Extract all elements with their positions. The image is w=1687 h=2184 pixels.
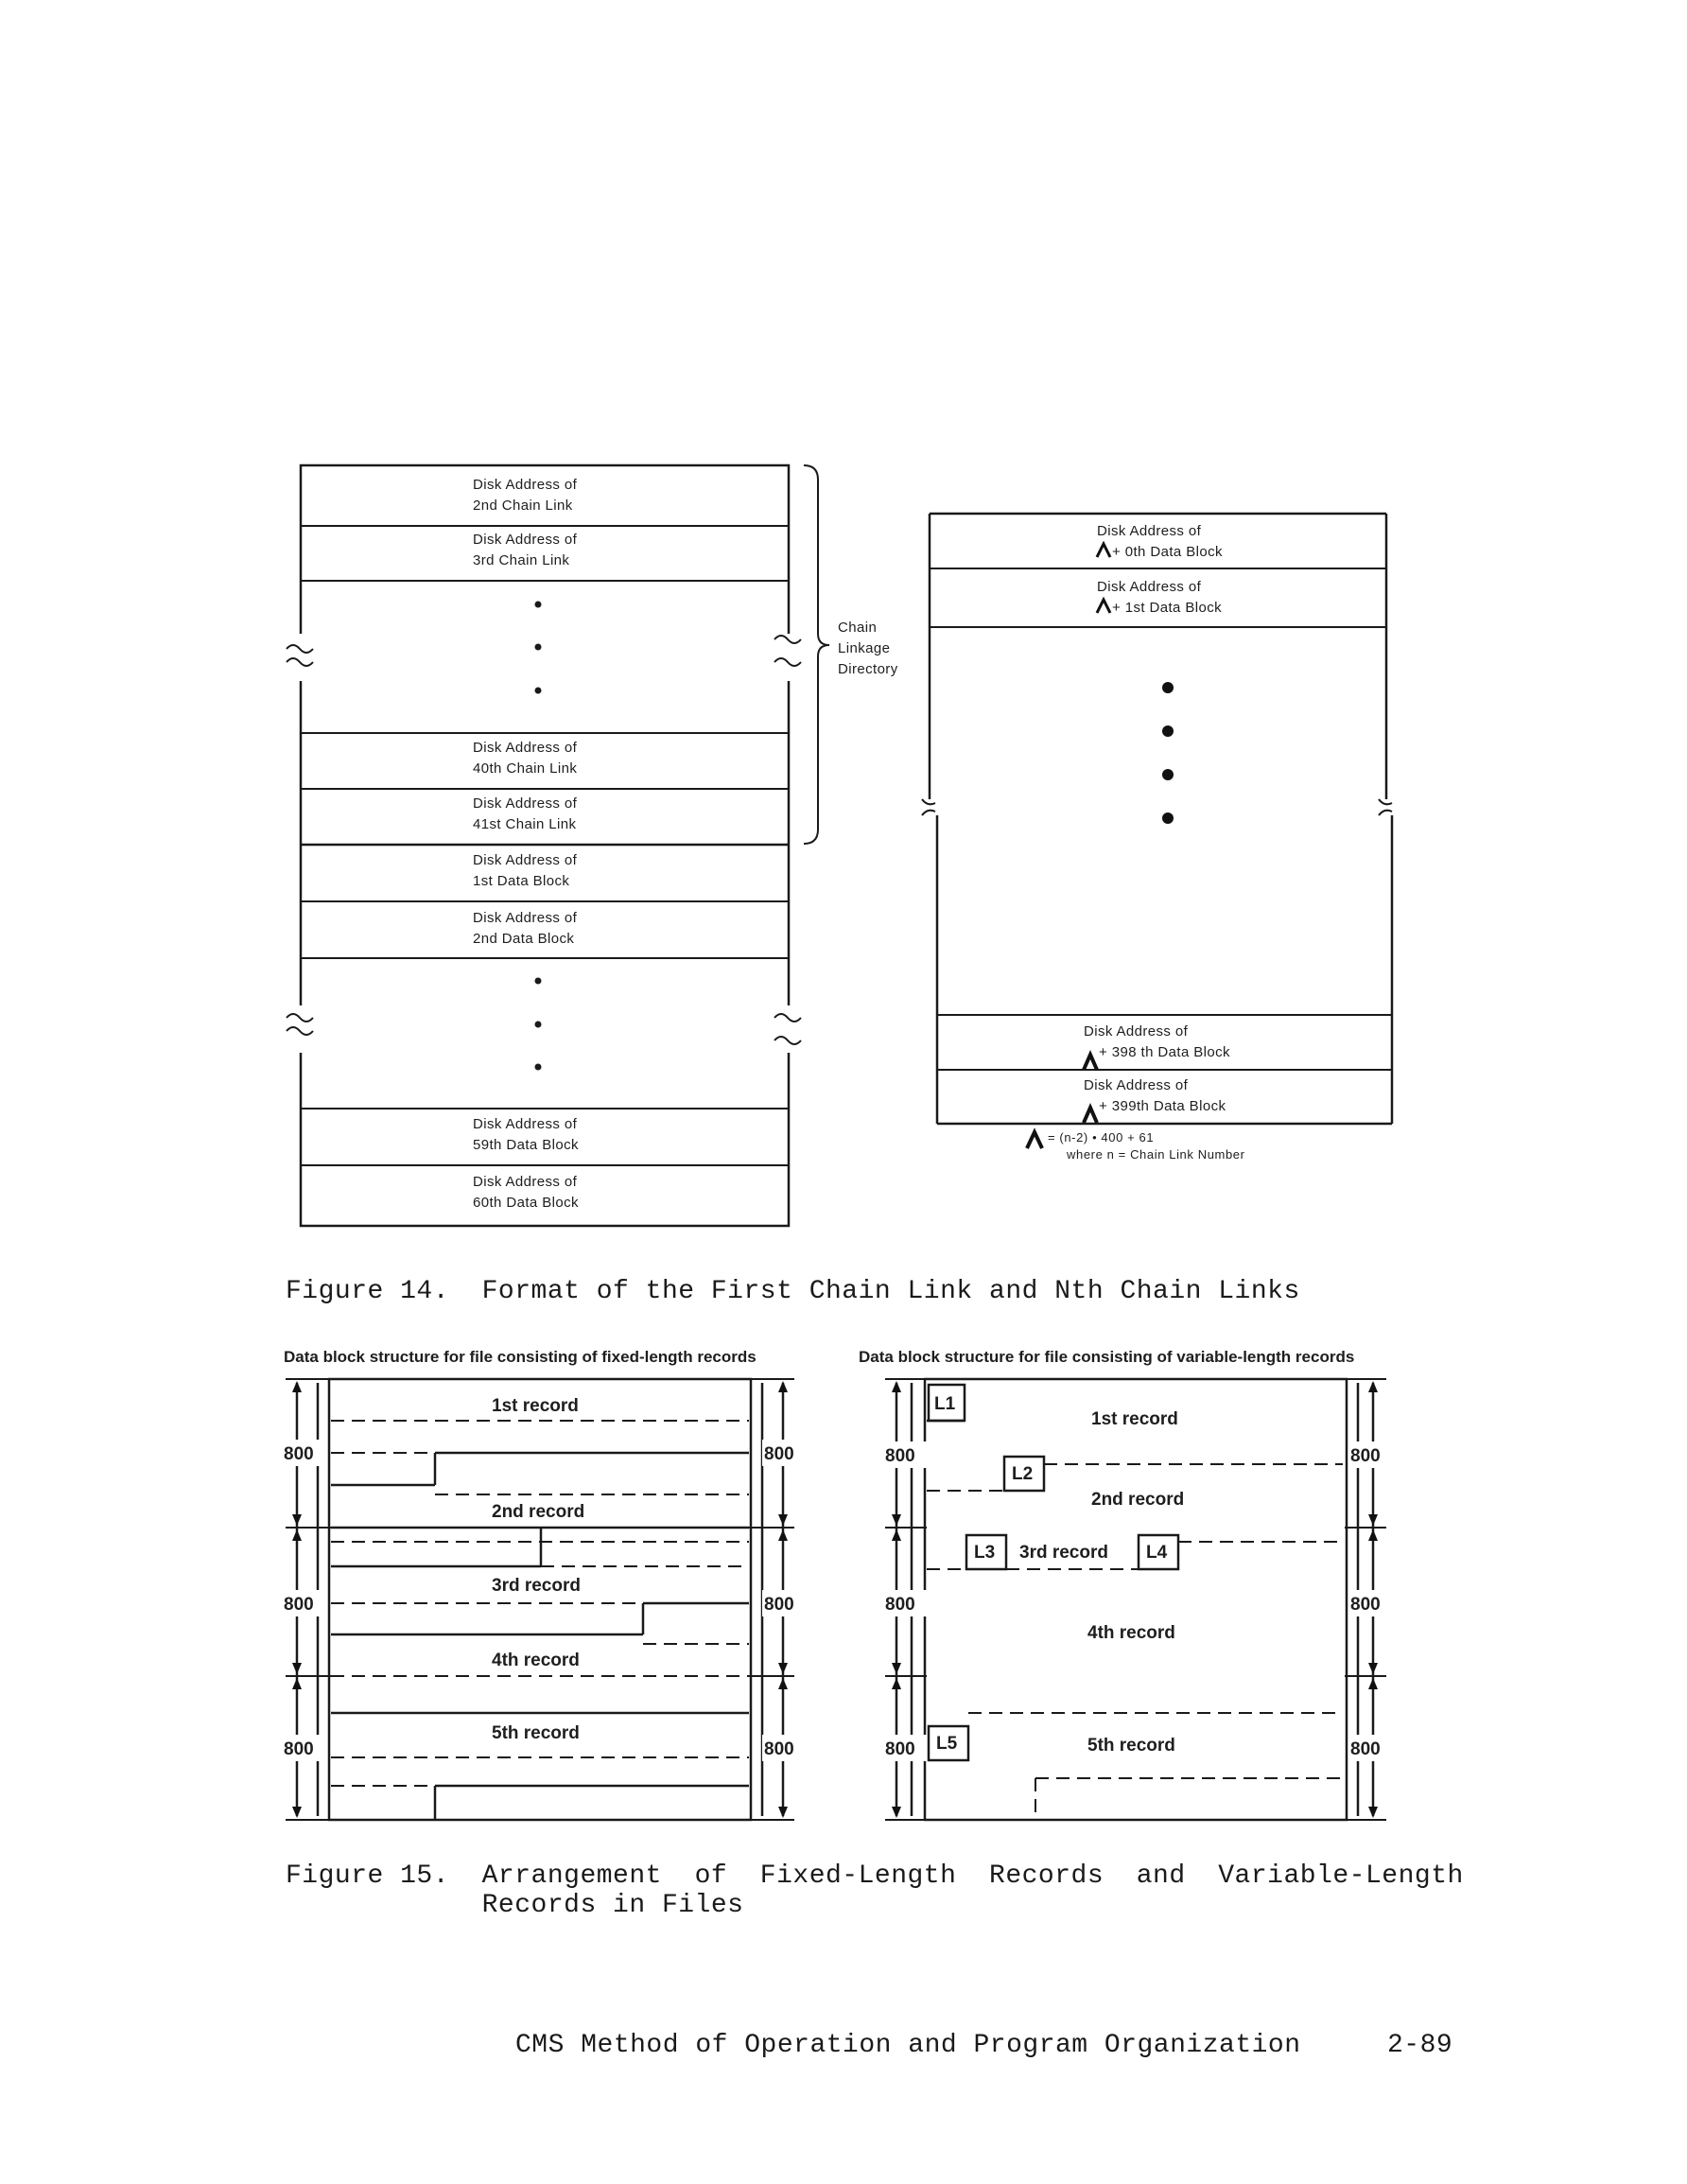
block-size-label: 800 xyxy=(764,1595,794,1615)
lambda-symbol xyxy=(1097,544,1110,557)
lambda-symbol xyxy=(1084,1108,1097,1123)
cell-label: 3rd Chain Link xyxy=(473,552,570,568)
ellipsis-dot xyxy=(535,1022,542,1028)
cell-label: 1st Data Block xyxy=(473,873,570,889)
footer-title: CMS Method of Operation and Program Organization xyxy=(515,2031,1301,2060)
fixed-length-block-diagram xyxy=(282,1379,806,1820)
record-label: 2nd record xyxy=(1091,1490,1185,1510)
ellipsis-dot xyxy=(1162,725,1174,737)
cell-label: Disk Address of xyxy=(1084,1023,1189,1040)
cell-label: Disk Address of xyxy=(473,795,578,812)
length-field: L1 xyxy=(934,1394,956,1414)
cell-label: + 1st Data Block xyxy=(1112,600,1223,616)
ellipsis-dot xyxy=(1162,682,1174,693)
cell-label: Disk Address of xyxy=(473,1174,578,1190)
cell-label: 59th Data Block xyxy=(473,1137,579,1153)
record-label: 1st record xyxy=(1091,1409,1178,1429)
figure-14-caption: Figure 14. Format of the First Chain Link and Nth Chain Links xyxy=(286,1277,1300,1306)
block-size-label: 800 xyxy=(1350,1595,1381,1615)
ellipsis-dot xyxy=(1162,812,1174,824)
cell-label: Disk Address of xyxy=(473,477,578,493)
record-label: 3rd record xyxy=(492,1576,581,1596)
record-label: 4th record xyxy=(492,1651,580,1670)
lambda-symbol xyxy=(1027,1132,1042,1148)
cell-label: 41st Chain Link xyxy=(473,816,577,832)
fixed-records-heading: Data block structure for file consisting of fixed-length records xyxy=(284,1348,757,1366)
record-label: 1st record xyxy=(492,1396,579,1416)
cell-label: + 398 th Data Block xyxy=(1099,1044,1230,1060)
block-size-label: 800 xyxy=(764,1739,794,1759)
cell-label: Disk Address of xyxy=(473,1116,578,1132)
ellipsis-dot xyxy=(535,644,542,651)
formula-text: where n = Chain Link Number xyxy=(1067,1147,1245,1162)
record-label: 2nd record xyxy=(492,1502,585,1522)
directory-label: Chain xyxy=(838,620,878,636)
cell-label: Disk Address of xyxy=(473,910,578,926)
cell-label: Disk Address of xyxy=(1097,579,1202,595)
variable-length-block-diagram xyxy=(883,1379,1392,1820)
record-label: 5th record xyxy=(492,1723,580,1743)
cell-label: 40th Chain Link xyxy=(473,760,578,777)
cell-label: Disk Address of xyxy=(1084,1077,1189,1093)
length-field: L5 xyxy=(936,1734,958,1754)
ellipsis-dot xyxy=(535,688,542,694)
cell-label: Disk Address of xyxy=(473,740,578,756)
length-field: L2 xyxy=(1012,1464,1034,1484)
ellipsis-dot xyxy=(535,978,542,985)
variable-records-heading: Data block structure for file consisting of variable-length records xyxy=(859,1348,1355,1366)
cell-label: Disk Address of xyxy=(473,852,578,868)
chain-linkage-directory-brace xyxy=(804,465,898,844)
record-label: 3rd record xyxy=(1019,1543,1108,1563)
cell-label: + 399th Data Block xyxy=(1099,1098,1226,1114)
block-size-label: 800 xyxy=(1350,1739,1381,1759)
figure-15-caption-line-2: Records in Files xyxy=(286,1891,744,1920)
block-size-label: 800 xyxy=(284,1444,314,1464)
figure-15-caption-line-1: Figure 15. Arrangement of Fixed-Length Records and Variable-Length xyxy=(286,1861,1464,1891)
footer-page-number: 2-89 xyxy=(1387,2031,1453,2060)
cell-label: + 0th Data Block xyxy=(1112,544,1223,560)
cell-label: Disk Address of xyxy=(473,532,578,548)
lambda-symbol xyxy=(1084,1055,1097,1070)
length-field: L4 xyxy=(1146,1543,1168,1563)
directory-label: Linkage xyxy=(838,640,891,656)
record-label: 5th record xyxy=(1087,1736,1175,1756)
ellipsis-dot xyxy=(535,1064,542,1071)
length-field: L3 xyxy=(974,1543,996,1563)
block-size-label: 800 xyxy=(284,1595,314,1615)
ellipsis-dot xyxy=(535,602,542,608)
nth-chain-link-column xyxy=(922,514,1392,1162)
block-size-label: 800 xyxy=(885,1595,915,1615)
cell-label: Disk Address of xyxy=(1097,523,1202,539)
block-size-label: 800 xyxy=(885,1446,915,1466)
block-size-label: 800 xyxy=(885,1739,915,1759)
directory-label: Directory xyxy=(838,661,898,677)
cell-label: 2nd Data Block xyxy=(473,931,575,947)
cell-label: 60th Data Block xyxy=(473,1195,579,1211)
block-size-label: 800 xyxy=(1350,1446,1381,1466)
ellipsis-dot xyxy=(1162,769,1174,780)
cell-label: 2nd Chain Link xyxy=(473,498,573,514)
record-label: 4th record xyxy=(1087,1623,1175,1643)
figure-15-diagram xyxy=(0,1334,1687,1854)
first-chain-link-column xyxy=(284,465,806,1226)
block-size-label: 800 xyxy=(764,1444,794,1464)
block-size-label: 800 xyxy=(284,1739,314,1759)
lambda-symbol xyxy=(1097,600,1110,613)
formula-text: = (n-2) • 400 + 61 xyxy=(1048,1130,1155,1144)
